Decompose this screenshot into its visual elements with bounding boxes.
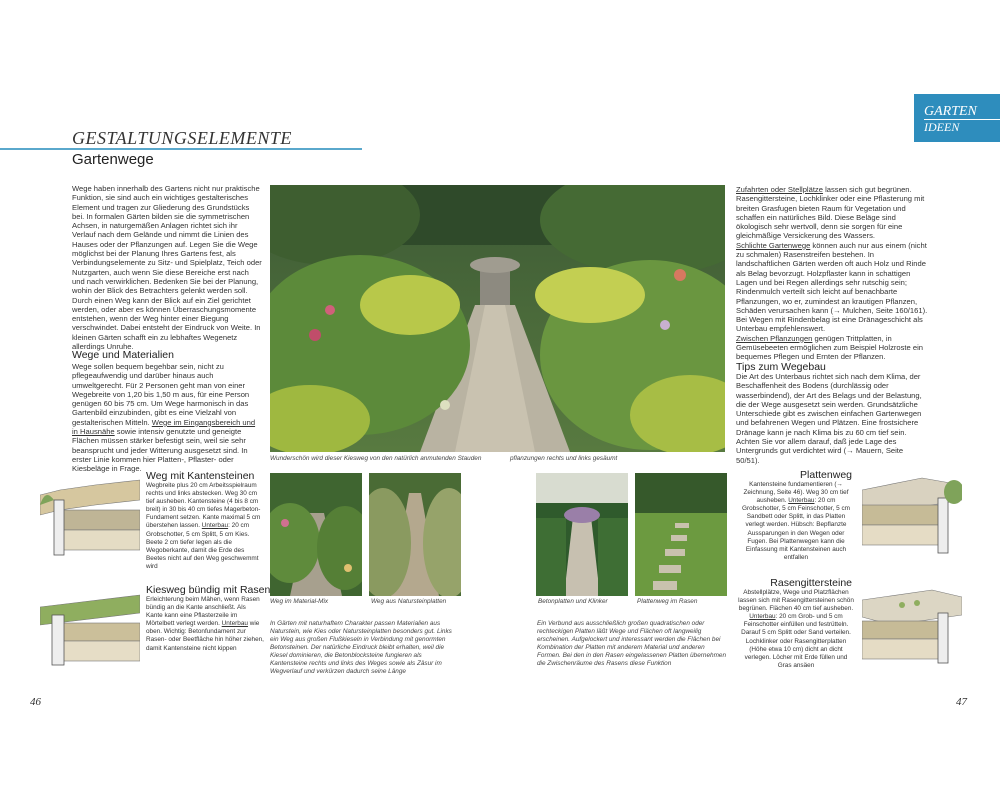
intro-paragraph: Wege haben innerhalb des Gartens nicht nur praktische Funktion, sie sind auch ein wichtiges gestalterisches Element und tragen zur Gliederung des Grundstücks bei. In formalen Gärten bilden sie die symmetrischen Achsen, in naturgemäßen Anlagen richtet sich ihr Verlauf nach dem Gelände und nimmt die Linien des Hauses oder der Pflanzungen auf. Legen Sie die Wege möglichst bei der Planung Ihres Gartens fest, als Verbindungselemente zu Sitz- und Spielplatz, Teich oder Nutzgarten, auch wenn Sie diese Bereiche erst nach und nach verwirklichen. Bedenken Sie bei der Planung, wohin der Blick des Betrachters gelenkt werden soll. Durch einen Weg kann der Blick auf ein Ziel gerichtet werden, oder aber es können Überraschungsmomente entstehen, wenn der Weg hinter einer Biegung verschwindet. Dabei entsteht der Eindruck von Weite. In kleinen Gärten schafft ein zu lebhaftes Wegenetz allerdings Unruhe. [72,184,262,352]
cross-section-illustration [40,470,140,565]
kantensteine-paragraph-2: : 20 cm Grobschotter, 5 cm Splitt, 5 cm Kies. Beete 2 cm tiefer legen als die Wegoberkante, damit die Erde des Beetes nicht auf den Weg geschwemmt wird [146,522,259,570]
underlined-phrase: Unterbau [749,613,776,621]
kiesweg-paragraph: Erleichterung beim Mähen, wenn Rasen bündig an die Kante anschließt. Als Kante kann eine Pflasterzeile im Mörtelbett verlegt werden. [146,596,260,628]
underlined-phrase: Zwischen Pflanzungen [736,333,813,343]
photo-betonplatten [536,473,628,596]
underlined-phrase: Unterbau [221,620,248,628]
cross-section-illustration [40,585,140,675]
main-photo-caption-right: pflanzungen rechts und links gesäumt [510,455,618,462]
rasengitter-text [738,589,854,670]
materials-text [72,362,262,474]
underlined-phrase: Unterbau [201,522,229,530]
heading-tips-wegebau: Tips zum Wegebau [736,361,826,373]
right-paragraph-2: können auch nur aus einem (nicht zu schmalen) Rasenstreifen bestehen. In landschaftlichen Gärten werden oft auch Holz und Rinde als Belag bevorzugt. Holzpflaster kann in schattigen Lagen und bei Regen allerdings sehr rutschig sein; Rindenmulch verteilt sich leicht auf benachbarte Pflanzungen, wo er, zumindest an krautigen Pflanzen, Schäden verursachen kann (→ Mulchen, Seite 160/161). Bei Wegen mit Rindenbelag ist eine Dränageschicht als Unterbau empfehlenswert. [736,240,928,334]
right-paragraph-1: lassen sich gut begrünen. Rasengittersteine, Lochklinker oder eine Pflasterung mit breiten Grasfugen bieten Raum für Vegetation und schaffen ein natürliches Bild. Diese Beläge sind ökologisch sehr wertvoll, denn sie sorgen für eine gleichmäßige Versickerung des Wassers. [736,185,925,241]
kantensteine-diagram [40,470,140,565]
heading-rasengittersteine: Rasengittersteine [770,577,852,589]
right-column-text [736,185,928,362]
chapter-tab-line2: IDEEN [924,120,960,134]
materials-paragraph-2: sowie intensiv genutzte und geneigte Flächen müssen stärker befestigt sein, weil sie sehr beansprucht und jeder Witterung ausgesetzt sind. In erster Linie kommen hier Platten-, Pflaster- oder Kiesbeläge in Frage. [72,427,248,474]
cross-section-illustration [862,470,962,565]
heading-kantensteine: Weg mit Kantensteinen [146,470,255,482]
garden-path-illustration [369,473,461,596]
tips-paragraph: Die Art des Unterbaus richtet sich nach dem Klima, der Beschaffenheit des Bodens (durchlässig oder wasserbindend), der Art des Belags und der Belastung, die der Wege ausgesetzt sein werden. Grundsätzliche Unterschiede gibt es zwischen einfachen Gartenwegen und befahrenen Wegen und Plätzen. Eine frostsichere Dränage kann je nach Klima bis zu 60 cm tief sein. Achten Sie vor allem darauf, daß jede Lage des Untergrunds gut verdichtet wird (→ Mauern, Seite 50/51). [736,372,922,465]
page-number-right: 47 [956,696,967,708]
plattenweg-paragraph: Kantensteine fundamentieren (→ Zeichnung, Seite 46). Weg 30 cm tief ausheben. [743,481,849,505]
main-photo-caption-left: Wunderschön wird dieser Kiesweg von den natürlich anmutenden Stauden [270,455,482,462]
chapter-tab-line1: GARTEN [924,104,977,119]
title-rule [0,148,362,150]
heading-wege-materialien: Wege und Materialien [72,349,174,361]
caption-natural-materials: In Gärten mit naturhaftem Charakter passen Materialien aus Naturstein, wie Kies oder Natursteinplatten besonders gut. Links ein Weg aus großen Flußkieseln in Verbindung mit genormten Betonsteinen. Der natürliche Eindruck bleibt erhalten, weil die Kiesel dominieren, die Betonblocksteine fungieren als Kantensteine rechts und links des Weges sowie als Zäsur im Wegverlauf und verkürzen dadurch seine Länge [270,620,452,675]
underlined-phrase: Wege im Eingangsbereich und in Hausnähe [72,417,256,437]
heading-plattenweg: Plattenweg [800,469,852,481]
garden-path-illustration [270,473,362,596]
photo-plattenweg-rasen [635,473,727,596]
underlined-phrase: Unterbau [788,497,815,505]
photo-material-mix [270,473,362,596]
garden-illustration [270,185,725,452]
caption-material-mix: Weg im Material-Mix [270,598,329,605]
plattenweg-text [738,481,854,562]
kiesweg-diagram [40,585,140,675]
plattenweg-paragraph-2: : 20 cm Grobschotter, 5 cm Feinschotter, 5 cm Sandbett oder Splitt, in das Platten verlegt werden. Hübsch: Bepflanzte Aussparungen in den Wegen oder Fugen. Bei Plattenwegen kann die Einfassung mit Kantensteinen auch entfallen [742,497,850,561]
plattenweg-diagram [862,470,962,565]
rasengitter-paragraph: Abstellplätze, Wege und Platzflächen lassen sich mit Rasengittersteinen schön begrünen. Flächen 40 cm tief ausheben. [738,589,854,613]
kiesweg-text [146,596,264,653]
right-paragraph-3: genügen Trittplatten, in Gemüsebeeten ermöglichen zum Beispiel Holzroste ein bequemes Pflegen und Ernten der Pflanzen. [736,333,923,362]
page-number-left: 46 [30,696,41,708]
rasengitter-paragraph-2: : 20 cm Grob- und 5 cm Feinschotter einfüllen und festrütteln. Darauf 5 cm Splitt oder Sand verteilen. Lochklinker oder Rasengitterplatten (Höhe etwa 10 cm) dicht an dicht verlegen. Löcher mit Erde füllen und Gras ansäen [741,613,851,669]
rasengitter-diagram [862,585,962,675]
caption-natursteinplatten: Weg aus Natursteinplatten [371,598,447,605]
caption-platten-combination: Ein Verbund aus ausschließlich großen quadratischen oder rechteckigen Platten läßt Wege und Flächen oft langweilig erscheinen. Aufgelockert und interessant werden die Flächen bei Kombination der Platten mit anderem Material und anderen Formen. Bei den in den Rasen eingelassenen Platten übernehmen die Zwischenräume des Rasens diese Funktion [537,620,727,667]
kantensteine-paragraph: Wegbreite plus 20 cm Arbeitsspielraum rechts und links abstecken. Weg 30 cm tief ausheben. Kantensteine (4 bis 8 cm breit) in 30 bis 40 cm tiefes Magerbeton-Fundament setzen. Kante maximal 5 cm überstehen lassen. [146,482,261,530]
caption-plattenweg-rasen: Plattenweg im Rasen [637,598,698,605]
intro-text [72,184,262,351]
underlined-phrase: Schlichte Gartenwege [736,240,811,250]
page-subtitle: Gartenwege [72,151,154,168]
tips-text [736,372,928,465]
underlined-phrase: Zufahrten oder Stellplätze [736,185,823,194]
garden-path-illustration [635,473,727,596]
caption-betonplatten: Betonplatten und Klinker [538,598,608,605]
main-garden-photo [270,185,725,452]
kantensteine-text [146,482,264,571]
cross-section-illustration [862,585,962,675]
heading-kiesweg: Kiesweg bündig mit Rasen [146,584,271,596]
materials-paragraph: Wege sollen bequem begehbar sein, nicht zu pflegeaufwendig und darüber hinaus auch umweltgerecht. Für 2 Personen geht man von einer Wegebreite von 1,20 bis 1,50 m aus, für eine Person genügen 60 bis 75 cm. Um Wege harmonisch in das Gartenbild einzubinden, gibt es eine Vielzahl von gestalterischen Mitteln. [72,362,250,427]
photo-natursteinplatten [369,473,461,596]
kiesweg-paragraph-2: wie oben. Wichtig: Betonfundament zur Rasen- oder Beetfläche hin höher ziehen, damit Kantensteine nicht kippen [146,620,264,652]
section-title: GESTALTUNGSELEMENTE [72,128,292,148]
garden-path-illustration [536,473,628,596]
